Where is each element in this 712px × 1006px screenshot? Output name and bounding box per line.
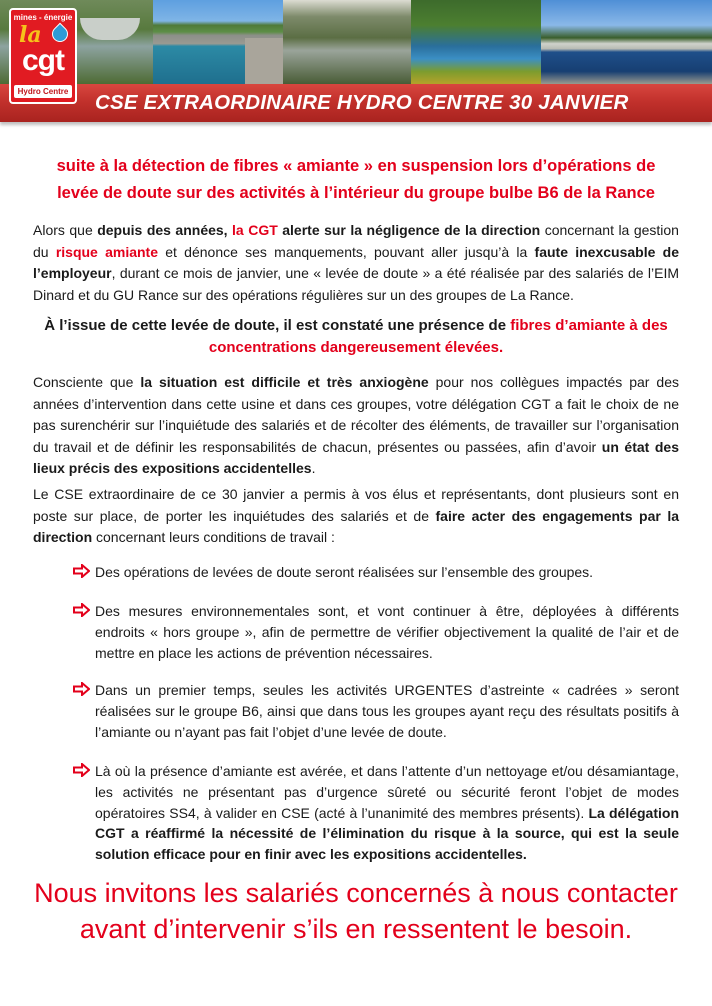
dam-photo-4: [411, 0, 541, 84]
dam-photo-3: [283, 0, 411, 84]
commitment-item: [73, 562, 679, 583]
text-run: , durant ce mois de janvier, une « levée de doute » a été réalisée par des salariés de l’EIM Dinard et du GU Rance sur des opérations régulières sur un des groupes de La Rance.: [33, 265, 679, 303]
text-run-red-bold: fibres d’amiante à des concentrations dangereusement élevées.: [208, 317, 668, 356]
banner-title: CSE EXTRAORDINAIRE HYDRO CENTRE 30 JANVIER: [95, 91, 629, 114]
closing-line-2: avant d’intervenir s’ils en ressentent le besoin.: [79, 914, 633, 944]
commitment-item: [73, 601, 679, 663]
text-run-bold: faute inexcusable de l’employeur: [33, 243, 679, 282]
text-run-bold: La délégation CGT a réaffirmé la nécessité de l’élimination du risque à la source, qui est la seule solution efficace pour en finir avec les expositions accidentelles.: [95, 804, 680, 863]
context-paragraph: [33, 372, 679, 480]
text-run-bold: alerte sur la négligence de la direction: [277, 222, 541, 238]
text-run: Consciente que: [33, 374, 141, 390]
text-run-bold: la situation est difficile et très anxiogène: [140, 374, 429, 390]
subtitle-line-1: suite à la détection de fibres « amiante » en suspension lors d’opérations de: [56, 157, 656, 175]
logo-bottom-text: Hydro Centre: [14, 85, 72, 98]
header-photo-strip: [0, 0, 712, 84]
cgt-logo: [9, 8, 77, 104]
logo-top-text: mines - énergie: [13, 13, 73, 22]
text-run: .: [311, 460, 316, 477]
text-run-red-bold: risque amiante: [55, 243, 158, 260]
text-run-bold: faire acter des engagements par la direction: [33, 507, 679, 546]
dam-photo-5: [541, 0, 712, 84]
cse-paragraph: [33, 484, 679, 549]
highlight-statement: [40, 315, 672, 359]
dam-wall: [80, 18, 140, 40]
document-subtitle: [40, 153, 672, 207]
subtitle-line-2: levée de doute sur des activités à l’intérieur du groupe bulbe B6 de la Rance: [57, 184, 655, 202]
logo-main-text: cgt: [22, 44, 64, 77]
intro-paragraph: [33, 220, 679, 306]
text-run-bold: À l’issue de cette levée de doute, il est constaté une présence de: [44, 317, 511, 334]
text-run: Le CSE extraordinaire de ce 30 janvier a permis à vos élus et représentants, dont plusieurs sont en poste sur place, de porter les inquiétudes des salariés et de: [33, 486, 679, 524]
commitment-text: Des mesures environnementales sont, et vont continuer à être, déployées à différents endroits « hors groupe », afin de permettre de vérifier objectivement la qualité de l’air et de mettre en place les actions de prévention nécessaires.: [95, 603, 679, 661]
text-run: concernant leurs conditions de travail :: [92, 529, 335, 546]
right-arrow-icon: [73, 603, 90, 617]
text-run: Là où la présence d’amiante est avérée, et dans l’attente d’un nettoyage et/ou désamiantage, les activités ne présentant pas d’urgence sûreté ou sécurité feront l’objet de modes opératoires SS4, à valider en CSE (acté à l’unanimité des membres présents).: [95, 763, 679, 821]
text-run: Alors que: [33, 222, 98, 238]
dam-photo-2: [153, 0, 283, 84]
commitment-text: Dans un premier temps, seules les activités URGENTES d’astreinte « cadrées » seront réalisées sur le groupe B6, ainsi que dans tous les groupes ayant reçu des résultats positifs à l’amiante ou n’ayant pas fait l’objet d’une levée de doute.: [95, 682, 679, 740]
logo-script-text: la: [19, 22, 42, 48]
commitment-text: Des opérations de levées de doute seront réalisées sur l’ensemble des groupes.: [95, 564, 594, 580]
commitment-item: [73, 680, 679, 742]
text-run-red-bold: la CGT: [232, 222, 278, 238]
right-arrow-icon: [73, 763, 90, 777]
right-arrow-icon: [73, 564, 90, 578]
water-drop-icon: [49, 23, 72, 46]
text-run: concernant la gestion du: [33, 222, 679, 260]
text-run: et dénonce ses manquements, pouvant aller jusqu’à la: [158, 243, 535, 260]
closing-line-1: Nous invitons les salariés concernés à nous contacter: [34, 878, 678, 908]
commitment-text: [73, 761, 679, 865]
commitment-item: [73, 761, 679, 865]
text-run-bold: un état des lieux précis des expositions accidentelles: [33, 438, 680, 477]
header-banner: [0, 84, 712, 122]
text-run-bold: depuis des années,: [97, 222, 233, 238]
closing-call-to-action: [20, 875, 692, 947]
right-arrow-icon: [73, 682, 90, 696]
text-run: pour nos collègues impactés par des années d’intervention dans cette usine et dans ces groupes, votre délégation CGT a fait le choix de ne pas surenchérir sur l’inquiétude des salariés et de récolter des éléments, de travailler sur l’organisation du travail et de définir les responsabilités de chacun, présentes ou passées, afin d’avoir: [33, 374, 679, 455]
dam-wall: [245, 38, 283, 84]
